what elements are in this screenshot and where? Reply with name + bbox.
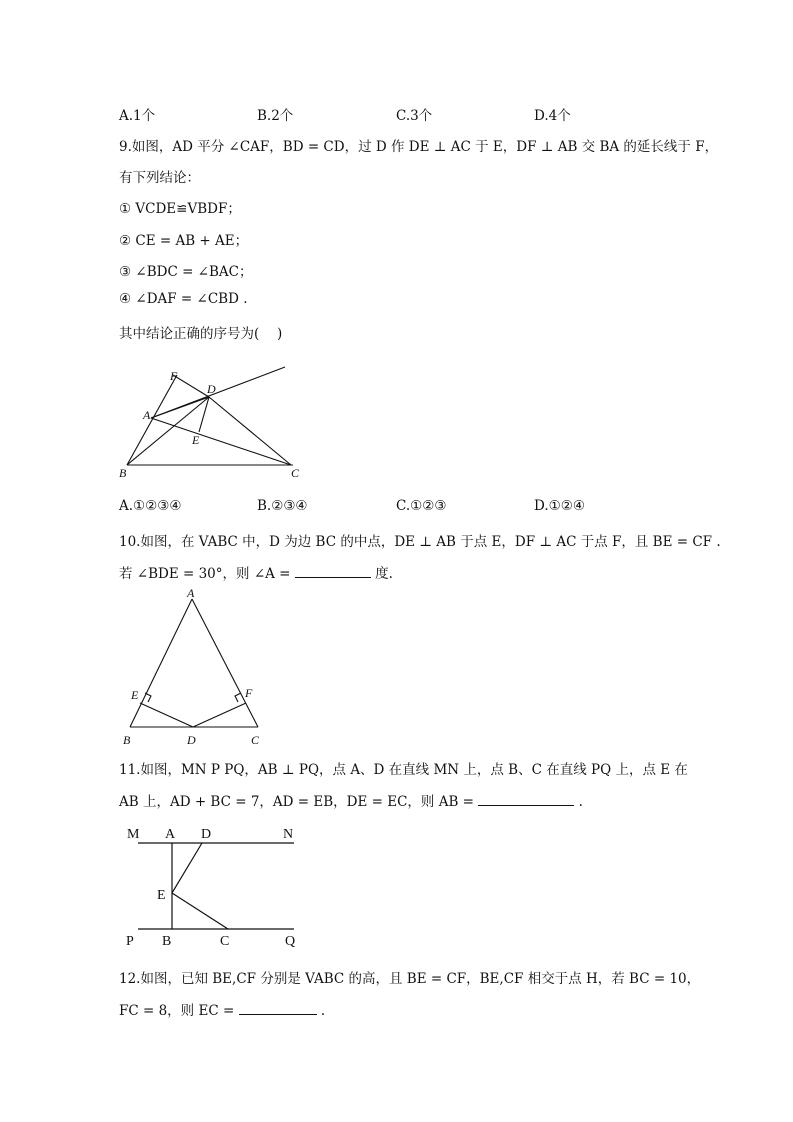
q9-label-d: D (207, 382, 216, 396)
q11-stem-line2 (119, 790, 583, 810)
q9-figure (115, 355, 300, 480)
q8-option-c: C.3个 (396, 108, 433, 124)
q10-label-d: D (187, 733, 196, 747)
q11-figure (122, 822, 312, 952)
q9-conclusion-3: ③ ∠BDC = ∠BAC； (119, 264, 253, 280)
q10-stem-line2 (119, 562, 393, 582)
q8-option-a: A.1个 (119, 108, 156, 124)
q11-label-q: Q (285, 934, 296, 949)
q11-stem-line1: 11.如图，MN P PQ，AB ⊥ PQ，点 A、D 在直线 MN 上，点 B、C 在直线 PQ 上，点 E 在 (119, 762, 688, 778)
q10-stem-pre: 若 ∠BDE = 30°，则 ∠A = (119, 566, 291, 582)
q11-label-a: A (165, 827, 176, 842)
q12-stem-line1: 12.如图，已知 BE,CF 分别是 VABC 的高，且 BE = CF，BE,CF 相交于点 H，若 BC = 10， (119, 971, 701, 987)
q11-stem-post: . (578, 794, 583, 810)
q9-label-f: F (170, 369, 178, 383)
q9-conclusion-2: ② CE = AB + AE； (119, 233, 249, 249)
q9-conclusion-1: ① VCDE≌VBDF； (119, 201, 241, 217)
q9-label-b: B (119, 466, 127, 480)
q10-label-f: F (245, 686, 253, 700)
q10-label-e: E (131, 688, 139, 702)
q12-answer-blank[interactable] (239, 1002, 317, 1015)
q11-label-b: B (162, 934, 172, 949)
q9-stem-line2: 有下列结论： (119, 170, 200, 186)
q9-option-d: D.①②④ (534, 498, 585, 514)
q9-option-a: A.①②③④ (119, 498, 182, 514)
q12-stem-pre: FC = 8，则 EC = (119, 1003, 235, 1019)
q12-stem-line2 (119, 999, 325, 1019)
q8-option-b: B.2个 (257, 108, 294, 124)
q9-conclusion-4: ④ ∠DAF = ∠CBD . (119, 291, 248, 307)
q9-option-b: B.②③④ (257, 498, 308, 514)
q10-label-b: B (123, 733, 131, 747)
q11-label-p: P (126, 934, 134, 949)
q9-stem-line1: 9.如图，AD 平分 ∠CAF，BD = CD，过 D 作 DE ⊥ AC 于 E，DF ⊥ AB 交 BA 的延长线于 F， (119, 139, 719, 155)
q10-answer-blank[interactable] (295, 565, 371, 578)
q9-option-c: C.①②③ (396, 498, 447, 514)
q10-label-a: A (187, 586, 195, 600)
q11-answer-blank[interactable] (478, 793, 574, 806)
q9-label-c: C (291, 466, 300, 480)
q11-label-d: D (201, 827, 212, 842)
q11-label-n: N (283, 827, 294, 842)
q9-label-a: A (143, 408, 151, 422)
q9-label-e: E (192, 433, 200, 447)
q11-stem-pre: AB 上，AD + BC = 7，AD = EB，DE = EC，则 AB = (119, 794, 474, 810)
q10-stem-line1: 10.如图，在 VABC 中，D 为边 BC 的中点，DE ⊥ AB 于点 E，DF ⊥ AC 于点 F，且 BE = CF . (119, 534, 721, 550)
q9-ask: 其中结论正确的序号为( ) (119, 326, 283, 342)
q10-figure (118, 585, 268, 745)
q8-option-d: D.4个 (534, 108, 571, 124)
q11-label-e: E (157, 888, 166, 903)
q11-label-c: C (220, 934, 230, 949)
q10-stem-post: 度. (375, 566, 393, 582)
q11-label-m: M (127, 827, 140, 842)
q12-stem-post: . (320, 1003, 326, 1019)
q10-label-c: C (251, 733, 260, 747)
